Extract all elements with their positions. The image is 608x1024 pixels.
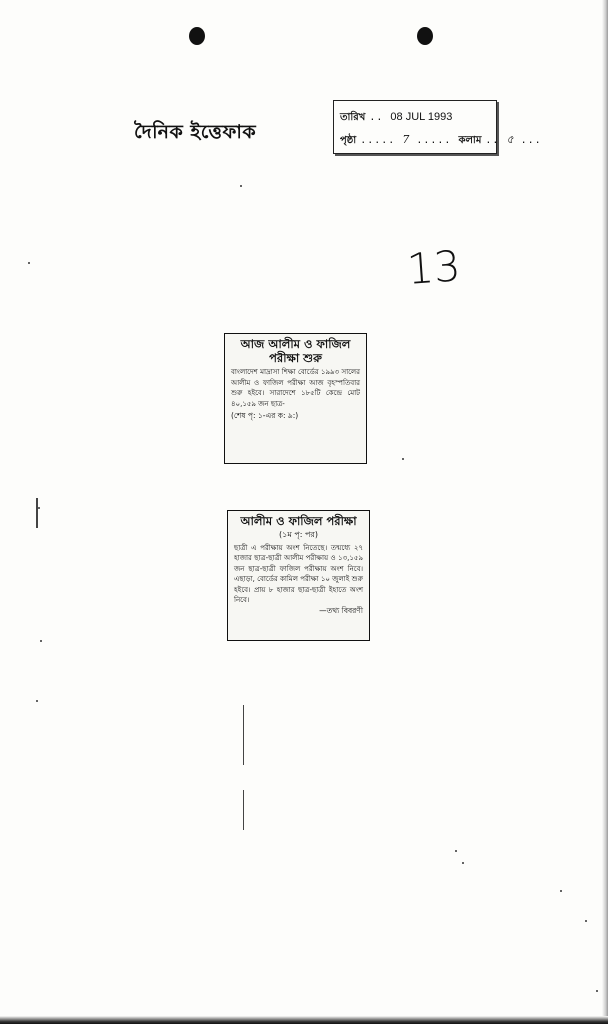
news-clipping-2: [227, 510, 370, 641]
scan-speck: [585, 920, 587, 922]
clipping-2-headline: আলীম ও ফাজিল পরীক্ষা: [240, 514, 357, 528]
clipping-1-headline: আজ আলীম ও ফাজিল পরীক্ষা শুরু: [240, 337, 351, 365]
scan-speck: [38, 507, 40, 509]
clipping-2-body: ছাত্রী এ পরীক্ষায় অংশ নিতেছে। তন্মধ্যে ২৭ হাজার ছাত্র-ছাত্রী আলীম পরীক্ষায় ও ১৩,১৫৯ জন ছাত্র-ছাত্রী ফাজিল পরীক্ষায় অংশ নিবে। এছাড়া, বোর্ডের কামিল পরীক্ষা ১০ জুলাই শুরু হইবে। প্রায় ৮ হাজার ছাত্র-ছাত্রী ইহাতে অংশ নিবে।: [234, 543, 363, 604]
clipping-2-credit: —তথ্য বিবরণী: [319, 605, 363, 615]
scan-speck: [462, 862, 464, 864]
punch-hole-right: [417, 27, 433, 45]
page-bottom-shadow: [0, 1016, 608, 1024]
stamp-column-value: ৫: [506, 133, 514, 146]
stamp-date-value: 08 JUL 1993: [390, 111, 453, 123]
date-stamp: [333, 100, 542, 154]
punch-hole-left: [189, 27, 205, 45]
page-edge-shadow: [602, 0, 608, 1024]
scan-speck: [36, 700, 38, 702]
stamp-column-label: কলাম: [458, 135, 482, 146]
scan-speck: [40, 640, 42, 642]
stamp-page-label: পৃষ্ঠা: [340, 135, 357, 146]
scan-speck: [560, 890, 562, 892]
stamp-date-row: তারিখ .. 08 JUL 1993: [340, 111, 453, 123]
scan-speck: [455, 850, 457, 852]
stamp-page-row: পৃষ্ঠা ..... 7 ..... কলাম .. ৫ ...: [340, 133, 542, 146]
scan-speck: [28, 262, 30, 264]
scan-scratch: [243, 705, 244, 765]
scan-scratch: [36, 498, 38, 528]
handwritten-page-number: 13: [405, 241, 463, 294]
scan-speck: [596, 990, 598, 992]
scan-scratch: [243, 790, 244, 830]
newspaper-masthead: দৈনিক ইত্তেফাক: [134, 121, 257, 143]
clipping-1-body: বাংলাদেশ মাদ্রাসা শিক্ষা বোর্ডের ১৯৯৩ সালের আলীম ও ফাজিল পরীক্ষা আজ বৃহস্পতিবার শুরু হইবে। সারাদেশে ১৮৫টি কেন্দ্রে মোট ৪০,১৫৯ জন ছাত্র-: [231, 368, 360, 408]
clipping-2-subheading: (১ম পৃ: পর): [279, 530, 318, 539]
news-clipping-1: [224, 333, 367, 464]
stamp-date-label: তারিখ: [340, 112, 366, 123]
scan-speck: [240, 185, 242, 187]
stamp-page-value: 7: [402, 133, 410, 146]
scan-speck: [402, 458, 404, 460]
clipping-1-continuation: (শেষ পৃ: ১-এর ক: ৯:): [231, 411, 299, 420]
